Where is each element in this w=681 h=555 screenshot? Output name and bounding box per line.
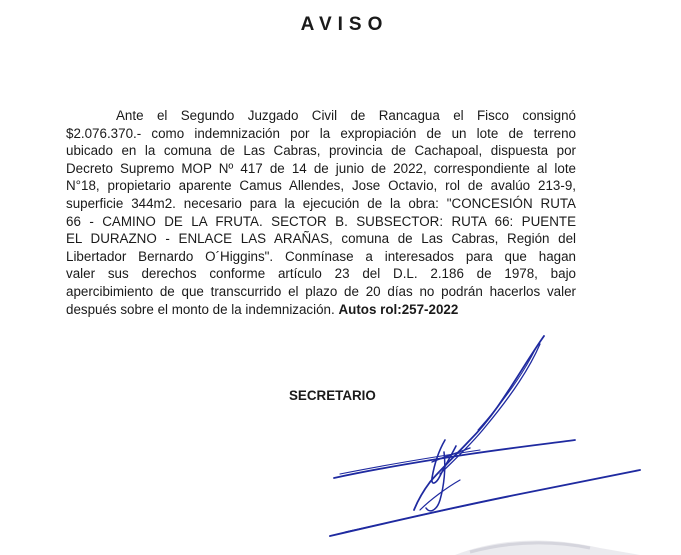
notice-line-1 xyxy=(116,107,576,125)
page-title: AVISO xyxy=(300,14,389,35)
notice-line-6 xyxy=(66,195,576,213)
notice-line-4 xyxy=(66,160,576,178)
notice-line-10 xyxy=(66,265,576,283)
notice-line-7 xyxy=(66,213,576,231)
notice-body xyxy=(66,107,576,318)
notice-line-1-text: Ante el Segundo Juzgado Civil de Rancagua el Fisco consignó xyxy=(116,108,576,123)
notice-line-10-text: valer sus derechos conforme artículo 23 del D.L. 2.186 de 1978, bajo xyxy=(66,266,576,282)
notice-line-2-text: $2.076.370.- como indemnización por la expropiación de un lote de terreno xyxy=(66,125,576,141)
notice-line-11-text: apercibimiento de que transcurrido el plazo de 20 días no podrán hacerlos valer xyxy=(66,283,576,299)
notice-line-3-text: ubicado en la comuna de Las Cabras, provincia de Cachapoal, dispuesta por xyxy=(66,143,576,159)
signatory-title: SECRETARIO xyxy=(289,388,376,403)
notice-line-8-text: EL DURAZNO - ENLACE LAS ARAÑAS, comuna de Las Cabras, Región del xyxy=(66,231,576,247)
notice-line-6-text: superficie 344m2. necesario para la ejecución de la obra: "CONCESIÓN RUTA xyxy=(66,195,576,211)
notice-line-2 xyxy=(66,125,576,143)
notice-line-5 xyxy=(66,177,576,195)
notice-line-11 xyxy=(66,283,576,301)
notice-line-9 xyxy=(66,248,576,266)
case-number: Autos rol:257-2022 xyxy=(338,301,459,317)
notice-line-12 xyxy=(66,301,576,319)
notice-line-7-text: 66 - CAMINO DE LA FRUTA. SECTOR B. SUBSECTOR: RUTA 66: PUENTE xyxy=(66,213,576,229)
notice-line-9-text: Libertador Bernardo O´Higgins". Conmínase a interesados para que hagan xyxy=(66,248,576,264)
notice-line-5-text: N°18, propietario aparente Camus Allendes, Jose Octavio, rol de avalúo 213-9, xyxy=(66,178,576,194)
notice-line-3 xyxy=(66,142,576,160)
notice-line-12-text: después sobre el monto de la indemnización. xyxy=(66,301,335,317)
notice-line-4-text: Decreto Supremo MOP Nº 417 de 14 de junio de 2022, correspondiente al lote xyxy=(66,160,576,176)
notice-line-8 xyxy=(66,230,576,248)
